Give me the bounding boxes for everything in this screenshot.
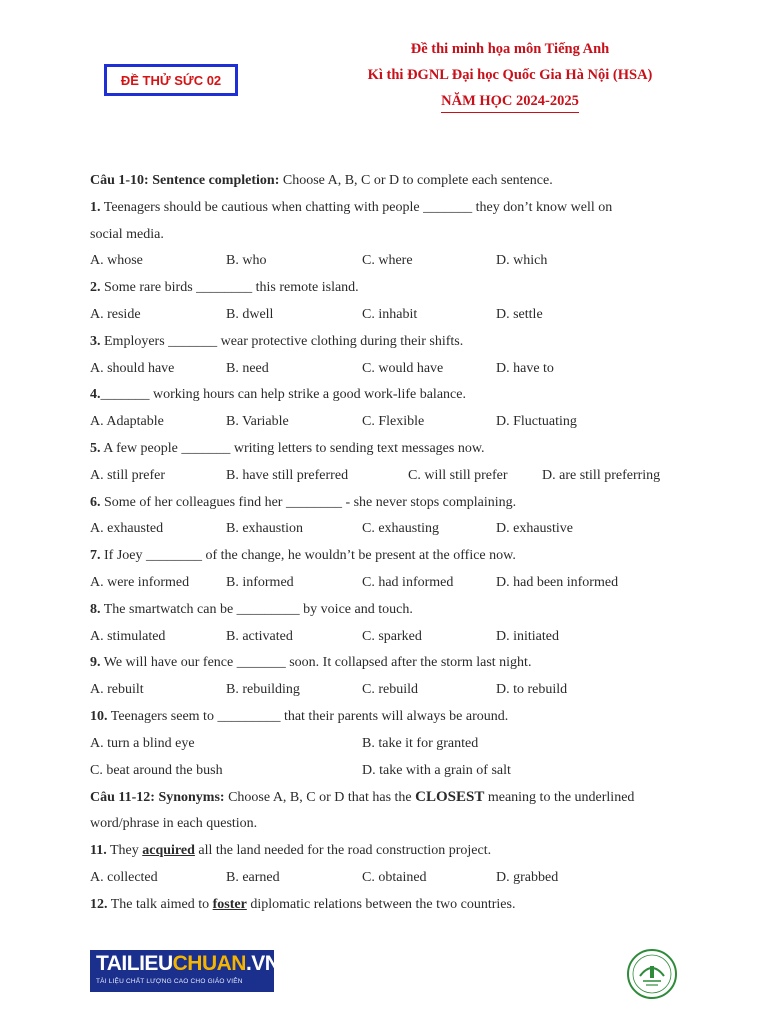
header-line-2: Kì thi ĐGNL Đại học Quốc Gia Hà Nội (HSA) bbox=[367, 67, 653, 83]
question-4: 4._______ working hours can help strike a good work-life balance. bbox=[90, 387, 466, 403]
option-c[interactable]: C. obtained bbox=[362, 869, 427, 885]
option-c[interactable]: C. beat around the bush bbox=[90, 762, 223, 778]
question-1: 1. Teenagers should be cautious when chatting with people _______ they don’t know well on bbox=[90, 199, 613, 215]
option-a[interactable]: A. stimulated bbox=[90, 628, 166, 644]
option-a[interactable]: A. still prefer bbox=[90, 467, 166, 483]
question-2: 2. Some rare birds ________ this remote island. bbox=[90, 280, 359, 296]
option-a[interactable]: A. exhausted bbox=[90, 521, 164, 537]
question-2-options bbox=[90, 302, 690, 329]
option-d[interactable]: D. settle bbox=[496, 306, 543, 322]
exam-content bbox=[90, 168, 690, 918]
option-b[interactable]: B. need bbox=[226, 360, 269, 376]
question-9: 9. We will have our fence _______ soon. It collapsed after the storm last night. bbox=[90, 655, 532, 671]
option-d[interactable]: D. take with a grain of salt bbox=[362, 762, 511, 778]
logo-tagline: TÀI LIỆU CHẤT LƯỢNG CAO CHO GIÁO VIÊN bbox=[96, 978, 243, 985]
question-6: 6. Some of her colleagues find her ________ - she never stops complaining. bbox=[90, 494, 517, 510]
option-b[interactable]: B. earned bbox=[226, 869, 280, 885]
question-10-options-row-1 bbox=[90, 731, 690, 758]
underlined-word: foster bbox=[212, 896, 247, 912]
option-c[interactable]: C. sparked bbox=[362, 628, 422, 644]
exam-header bbox=[360, 36, 660, 114]
question-9-options bbox=[90, 677, 690, 704]
option-b[interactable]: B. have still preferred bbox=[226, 467, 349, 483]
option-d[interactable]: D. initiated bbox=[496, 628, 559, 644]
section-1-title: Câu 1-10: Sentence completion: Choose A, B, C or D to complete each sentence. bbox=[90, 173, 553, 188]
question-1-cont: social media. bbox=[90, 226, 164, 242]
option-b[interactable]: B. activated bbox=[226, 628, 293, 644]
option-b[interactable]: B. dwell bbox=[226, 306, 274, 322]
header-line-1: Đề thi minh họa môn Tiếng Anh bbox=[410, 41, 610, 57]
option-c[interactable]: C. where bbox=[362, 253, 413, 269]
question-7-options bbox=[90, 570, 690, 597]
question-6-options bbox=[90, 516, 690, 543]
option-a[interactable]: A. turn a blind eye bbox=[90, 735, 195, 751]
option-c[interactable]: C. will still prefer bbox=[408, 467, 508, 483]
option-b[interactable]: B. rebuilding bbox=[226, 682, 300, 698]
question-11-options bbox=[90, 865, 690, 892]
section-2-title-cont: word/phrase in each question. bbox=[90, 816, 258, 832]
question-3-options bbox=[90, 356, 690, 383]
header-year: NĂM HỌC 2024-2025 bbox=[441, 90, 579, 113]
option-d[interactable]: D. are still preferring bbox=[542, 467, 661, 483]
section-2-title: Câu 11-12: Synonyms: Choose A, B, C or D that has the CLOSEST meaning to the underlined bbox=[90, 789, 635, 806]
option-c[interactable]: C. Flexible bbox=[362, 414, 425, 430]
option-a[interactable]: A. were informed bbox=[90, 574, 190, 590]
option-b[interactable]: B. Variable bbox=[226, 414, 289, 430]
option-b[interactable]: B. exhaustion bbox=[226, 521, 303, 537]
question-5-options bbox=[90, 463, 690, 490]
option-c[interactable]: C. rebuild bbox=[362, 682, 418, 698]
option-c[interactable]: C. had informed bbox=[362, 574, 454, 590]
option-a[interactable]: A. should have bbox=[90, 360, 175, 376]
question-8-options bbox=[90, 624, 690, 651]
question-11: 11. They acquired all the land needed for the road construction project. bbox=[90, 842, 492, 858]
question-10: 10. Teenagers seem to _________ that their parents will always be around. bbox=[90, 708, 509, 724]
option-a[interactable]: A. collected bbox=[90, 869, 158, 885]
option-c[interactable]: C. inhabit bbox=[362, 306, 418, 322]
option-d[interactable]: D. exhaustive bbox=[496, 521, 573, 537]
option-d[interactable]: D. grabbed bbox=[496, 869, 559, 885]
option-d[interactable]: D. to rebuild bbox=[496, 682, 568, 698]
underlined-word: acquired bbox=[142, 842, 195, 858]
question-7: 7. If Joey ________ of the change, he wouldn’t be present at the office now. bbox=[90, 548, 516, 564]
option-a[interactable]: A. reside bbox=[90, 306, 141, 322]
question-12: 12. The talk aimed to foster diplomatic relations between the two countries. bbox=[90, 896, 516, 912]
option-d[interactable]: D. which bbox=[496, 253, 548, 269]
option-a[interactable]: A. whose bbox=[90, 253, 143, 269]
option-a[interactable]: A. rebuilt bbox=[90, 682, 144, 698]
option-a[interactable]: A. Adaptable bbox=[90, 414, 164, 430]
option-d[interactable]: D. have to bbox=[496, 360, 554, 376]
question-1-options bbox=[90, 248, 690, 275]
option-d[interactable]: D. Fluctuating bbox=[496, 414, 577, 430]
question-5: 5. A few people _______ writing letters to sending text messages now. bbox=[90, 440, 485, 456]
option-c[interactable]: C. exhausting bbox=[362, 521, 439, 537]
question-8: 8. The smartwatch can be _________ by voice and touch. bbox=[90, 601, 413, 617]
option-d[interactable]: D. had been informed bbox=[496, 574, 619, 590]
option-b[interactable]: B. take it for granted bbox=[362, 735, 479, 751]
option-c[interactable]: C. would have bbox=[362, 360, 444, 376]
option-b[interactable]: B. who bbox=[226, 253, 267, 269]
university-seal-icon bbox=[626, 948, 678, 1000]
exam-badge: ĐỀ THỬ SỨC 02 bbox=[104, 64, 238, 96]
question-3: 3. Employers _______ wear protective clothing during their shifts. bbox=[90, 333, 464, 349]
option-b[interactable]: B. informed bbox=[226, 574, 294, 590]
tailieuchuan-logo[interactable]: TAILIEUCHUAN.VN TÀI LIỆU CHẤT LƯỢNG CAO CHO GIÁO VIÊN bbox=[90, 950, 274, 992]
question-4-options bbox=[90, 409, 690, 436]
question-10-options-row-2 bbox=[90, 758, 690, 785]
